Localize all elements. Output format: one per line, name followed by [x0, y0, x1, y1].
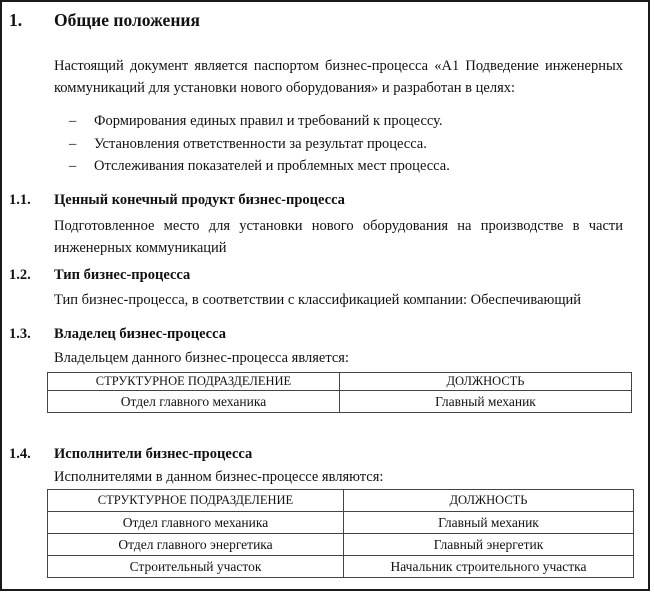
intro-paragraph: Настоящий документ является паспортом бизнес-процесса «А1 Подведение инженерных коммуникаций для установки нового оборудования» и разработан в целях: — [54, 58, 623, 96]
subsection-number: 1.2. — [9, 267, 31, 283]
bullet-marker: – — [69, 158, 77, 174]
subsection-title: Владелец бизнес-процесса — [54, 326, 226, 342]
bullet-marker: – — [69, 136, 77, 152]
table-header-cell: ДОЛЖНОСТЬ — [344, 490, 634, 512]
table-cell: Отдел главного механика — [48, 512, 344, 534]
subsection-text: Исполнителями в данном бизнес-процессе являются: — [54, 469, 384, 485]
subsection-text: Тип бизнес-процесса, в соответствии с классификацией компании: Обеспечивающий — [54, 292, 582, 308]
subsection-title: Исполнители бизнес-процесса — [54, 446, 253, 462]
bullet-marker: – — [69, 113, 77, 129]
table-row — [48, 534, 634, 556]
subsection-number: 1.1. — [9, 192, 31, 208]
table-cell: Отдел главного механика — [48, 391, 340, 413]
table-header-row — [48, 373, 632, 391]
table-row — [48, 391, 632, 413]
table-cell: Отдел главного энергетика — [48, 534, 344, 556]
section-number: 1. — [9, 10, 23, 30]
table-cell: Главный энергетик — [344, 534, 634, 556]
subsection-text: Подготовленное место для установки нового оборудования на производстве в части инженерных коммуникаций — [54, 218, 623, 256]
bullet-item: Формирования единых правил и требований к процессу. — [94, 113, 443, 129]
table-cell: Строительный участок — [48, 556, 344, 578]
performers-table — [47, 489, 634, 578]
bullet-item: Отслеживания показателей и проблемных мест процесса. — [94, 158, 450, 174]
subsection-text: Владельцем данного бизнес-процесса является: — [54, 350, 349, 366]
table-cell: Начальник строительного участка — [344, 556, 634, 578]
table-cell: Главный механик — [340, 391, 632, 413]
section-title: Общие положения — [54, 10, 200, 30]
table-header-cell: СТРУКТУРНОЕ ПОДРАЗДЕЛЕНИЕ — [48, 373, 340, 391]
table-cell: Главный механик — [344, 512, 634, 534]
subsection-number: 1.4. — [9, 446, 31, 462]
subsection-number: 1.3. — [9, 326, 31, 342]
subsection-title: Тип бизнес-процесса — [54, 267, 191, 283]
table-header-cell: ДОЛЖНОСТЬ — [340, 373, 632, 391]
owner-table — [47, 372, 632, 413]
table-row — [48, 512, 634, 534]
table-header-row — [48, 490, 634, 512]
table-row — [48, 556, 634, 578]
bullet-item: Установления ответственности за результат процесса. — [94, 136, 427, 152]
subsection-title: Ценный конечный продукт бизнес-процесса — [54, 192, 345, 208]
table-header-cell: СТРУКТУРНОЕ ПОДРАЗДЕЛЕНИЕ — [48, 490, 344, 512]
